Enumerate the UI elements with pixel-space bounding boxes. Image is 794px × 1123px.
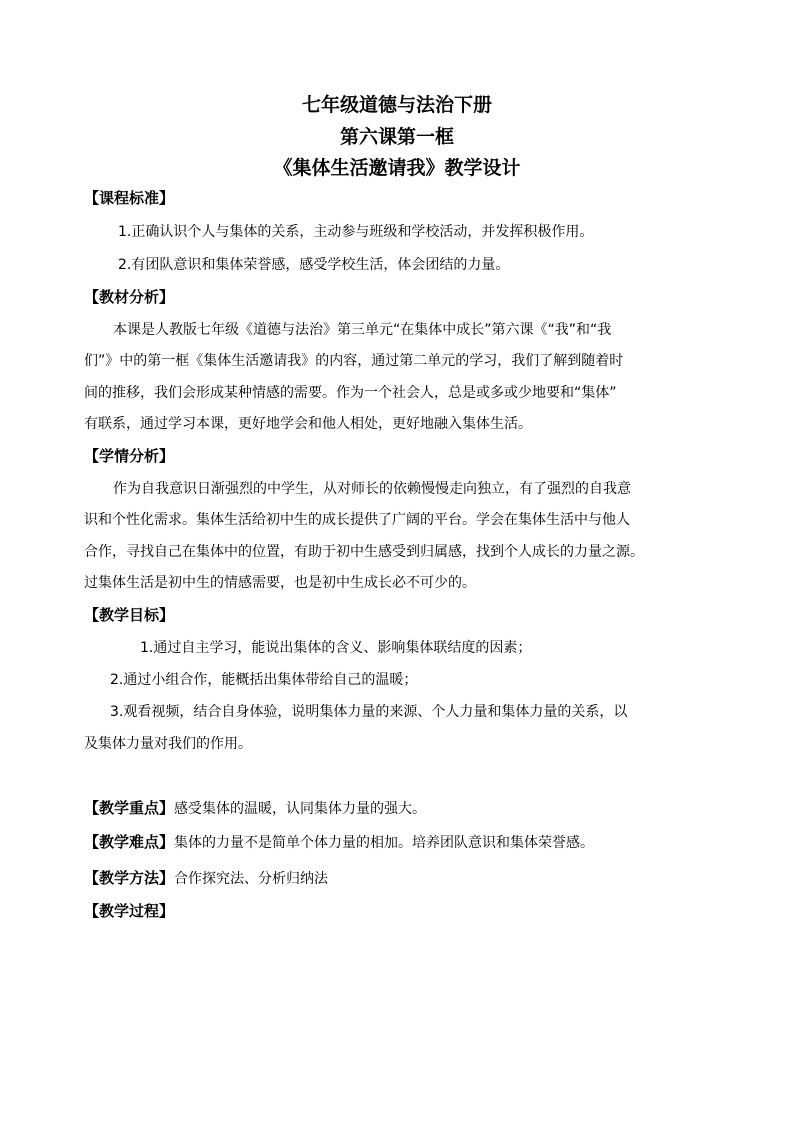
doc-title-line-1: 七年级道德与法治下册 (301, 94, 492, 116)
objectives-line-1: 1.通过自主学习，能说出集体的含义、影响集体联结度的因素； (140, 640, 532, 656)
difficulty-text: 集体的力量不是简单个体力量的相加。培养团队意识和集体荣誉感。 (174, 835, 595, 851)
textbook-line-4: 有联系，通过学习本课，更好地学会和他人相处，更好地融入集体生活。 (84, 416, 532, 432)
textbook-heading: 【教材分析】 (84, 288, 175, 306)
students-line-2: 识和个性化需求。集体生活给初中生的成长提供了广阔的平台。学会在集体生活中与他人 (84, 512, 630, 528)
difficulty-row (84, 831, 594, 854)
key-point-text: 感受集体的温暖，认同集体力量的强大。 (174, 801, 427, 817)
textbook-line-2: 们”》中的第一框《集体生活邀请我》的内容，通过第二单元的学习，我们了解到随着时 (84, 353, 624, 369)
objectives-line-2: 2.通过小组合作，能概括出集体带给自己的温暖； (110, 672, 418, 688)
objectives-line-4: 及集体力量对我们的作用。 (84, 736, 252, 752)
key-point-heading: 【教学重点】 (84, 799, 175, 817)
doc-title-line-3: 《集体生活邀请我》教学设计 (273, 157, 521, 179)
objectives-line-3: 3.观看视频，结合自身体验，说明集体力量的来源、个人力量和集体力量的关系，以 (110, 704, 628, 720)
textbook-line-3: 间的推移，我们会形成某种情感的需要。作为一个社会人，总是或多或少地要和“集体” (84, 385, 617, 401)
method-heading: 【教学方法】 (84, 869, 175, 887)
students-heading: 【学情分析】 (84, 447, 175, 465)
students-line-4: 过集体生活是初中生的情感需要，也是初中生成长必不可少的。 (84, 575, 476, 591)
key-point-row (84, 797, 426, 820)
curriculum-line-2: 2.有团队意识和集体荣誉感，感受学校生活，体会团结的力量。 (118, 257, 510, 273)
difficulty-heading: 【教学难点】 (84, 833, 175, 851)
process-heading: 【教学过程】 (84, 902, 175, 920)
objectives-heading: 【教学目标】 (84, 606, 175, 624)
method-row (84, 867, 328, 890)
method-text: 合作探究法、分析归纳法 (174, 871, 329, 887)
curriculum-heading: 【课程标准】 (84, 189, 175, 207)
curriculum-line-1: 1.正确认识个人与集体的关系，主动参与班级和学校活动，并发挥积极作用。 (118, 224, 594, 240)
textbook-line-1: 本课是人教版七年级《道德与法治》第三单元“在集体中成长”第六课《“我”和“我 (113, 322, 612, 338)
students-line-1: 作为自我意识日渐强烈的中学生，从对师长的依赖慢慢走向独立，有了强烈的自我意 (113, 481, 631, 497)
students-line-3: 合作，寻找自己在集体中的位置，有助于初中生感受到归属感，找到个人成长的力量之源。 (84, 544, 644, 560)
doc-title-line-2: 第六课第一框 (339, 126, 454, 148)
